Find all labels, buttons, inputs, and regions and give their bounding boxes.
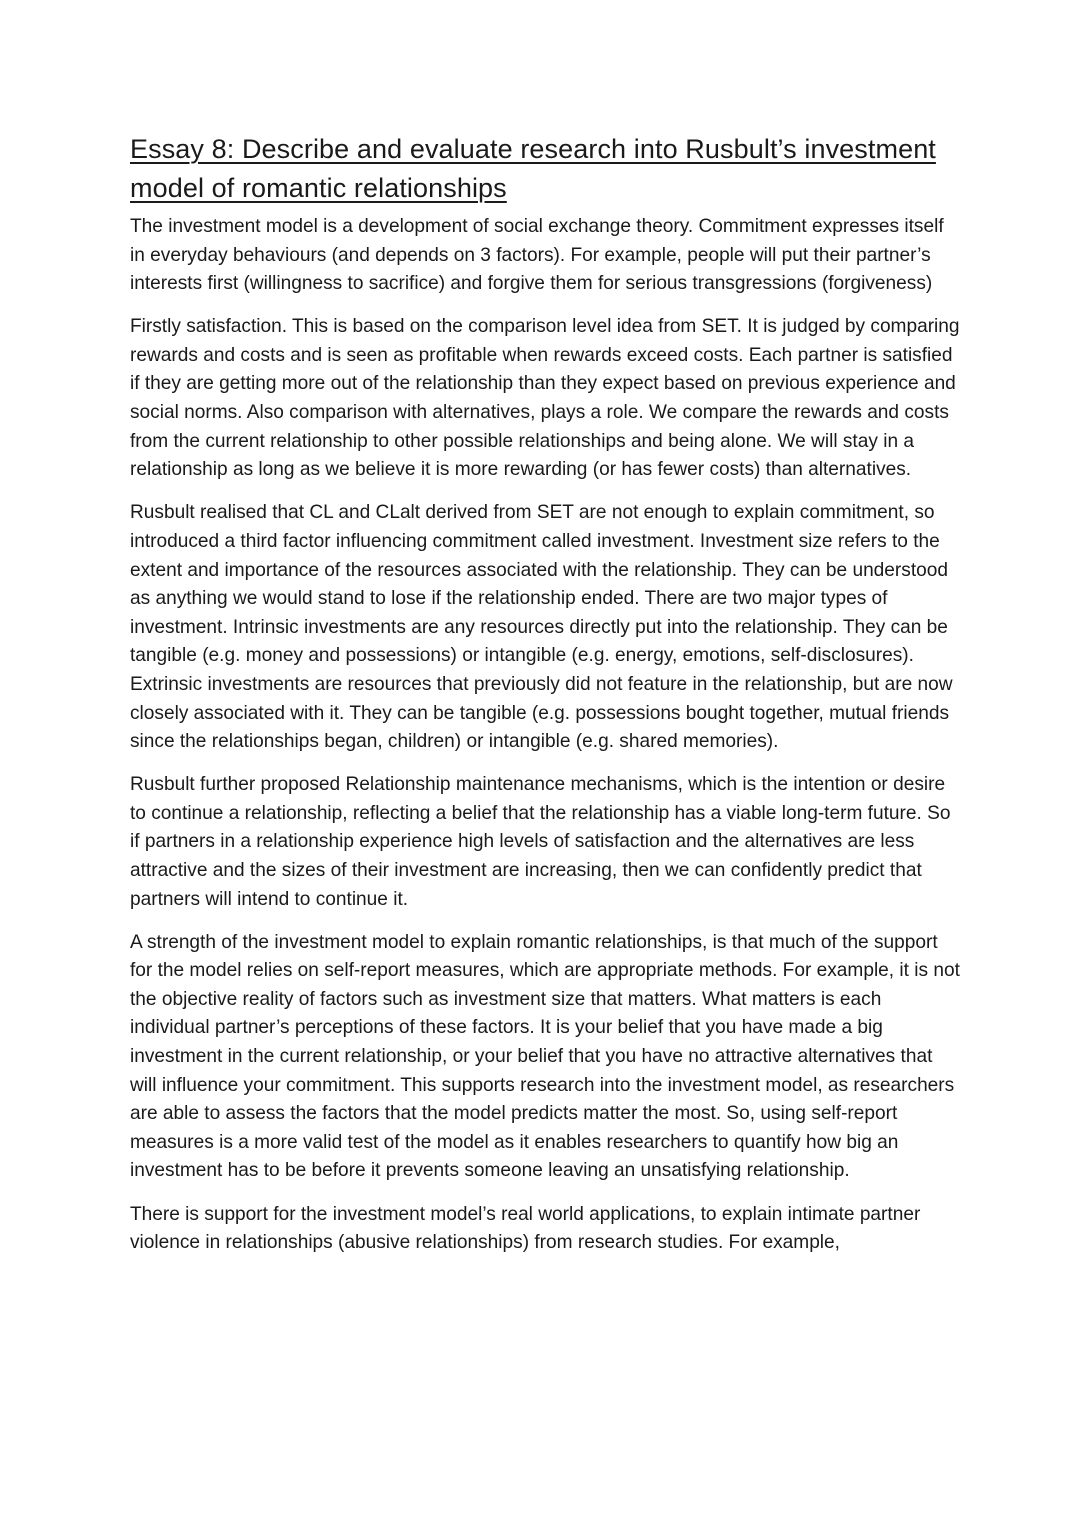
paragraph-intro: The investment model is a development of social exchange theory. Commitment expresses itself in everyday behaviours (and depends on 3 factors). For example, people will put their partner’s interests first (willingness to sacrifice) and forgive them for serious transgressions (forgiveness) [130, 216, 944, 295]
paragraph-investment: Rusbult realised that CL and CLalt derived from SET are not enough to explain commitment, so introduced a third factor influencing commitment called investment. Investment size refers to the extent and importance of the resources associated with the relationship. They can be understood as anything we would stand to lose if the relationship ended. There are two major types of investment. Intrinsic investments are any resources directly put into the relationship. They can be tangible (e.g. money and possessions) or intangible (e.g. energy, emotions, self-disclosures). Extrinsic investments are resources that previously did not feature in the relationship, but are now closely associated with it. They can be tangible (e.g. possessions bought together, mutual friends since the relationships began, children) or intangible (e.g. shared memories). [130, 502, 953, 753]
document-page [130, 130, 960, 1272]
paragraph-strength-self-report: A strength of the investment model to explain romantic relationships, is that much of the support for the model relies on self-report measures, which are appropriate methods. For example, it is not the objective reality of factors such as investment size that matters. What matters is each individual partner’s perceptions of these factors. It is your belief that you have made a big investment in the current relationship, or your belief that you have no attractive alternatives that will influence your commitment. This supports research into the investment model, as researchers are able to assess the factors that the model predicts matter the most. So, using self-report measures is a more valid test of the model as it enables researchers to quantify how big an investment has to be before it prevents someone leaving an unsatisfying relationship. [130, 931, 960, 1182]
paragraph-satisfaction: Firstly satisfaction. This is based on the comparison level idea from SET. It is judged by comparing rewards and costs and is seen as profitable when rewards exceed costs. Each partner is satisfied if they are getting more out of the relationship than they expect based on previous experience and social norms. Also comparison with alternatives, plays a role. We compare the rewards and costs from the current relationship to other possible relationships and being alone. We will stay in a relationship as long as we believe it is more rewarding (or has fewer costs) than alternatives. [130, 316, 960, 481]
paragraph-maintenance: Rusbult further proposed Relationship maintenance mechanisms, which is the intention or desire to continue a relationship, reflecting a belief that the relationship has a viable long-term future. So if partners in a relationship experience high levels of satisfaction and the alternatives are less attractive and the sizes of their investment are increasing, then we can confidently predict that partners will intend to continue it. [130, 774, 951, 910]
paragraph-real-world-applications: There is support for the investment model’s real world applications, to explain intimate partner violence in relationships (abusive relationships) from research studies. For example, [130, 1203, 921, 1254]
essay-title: Essay 8: Describe and evaluate research into Rusbult’s investment model of romantic relationships [130, 134, 936, 203]
